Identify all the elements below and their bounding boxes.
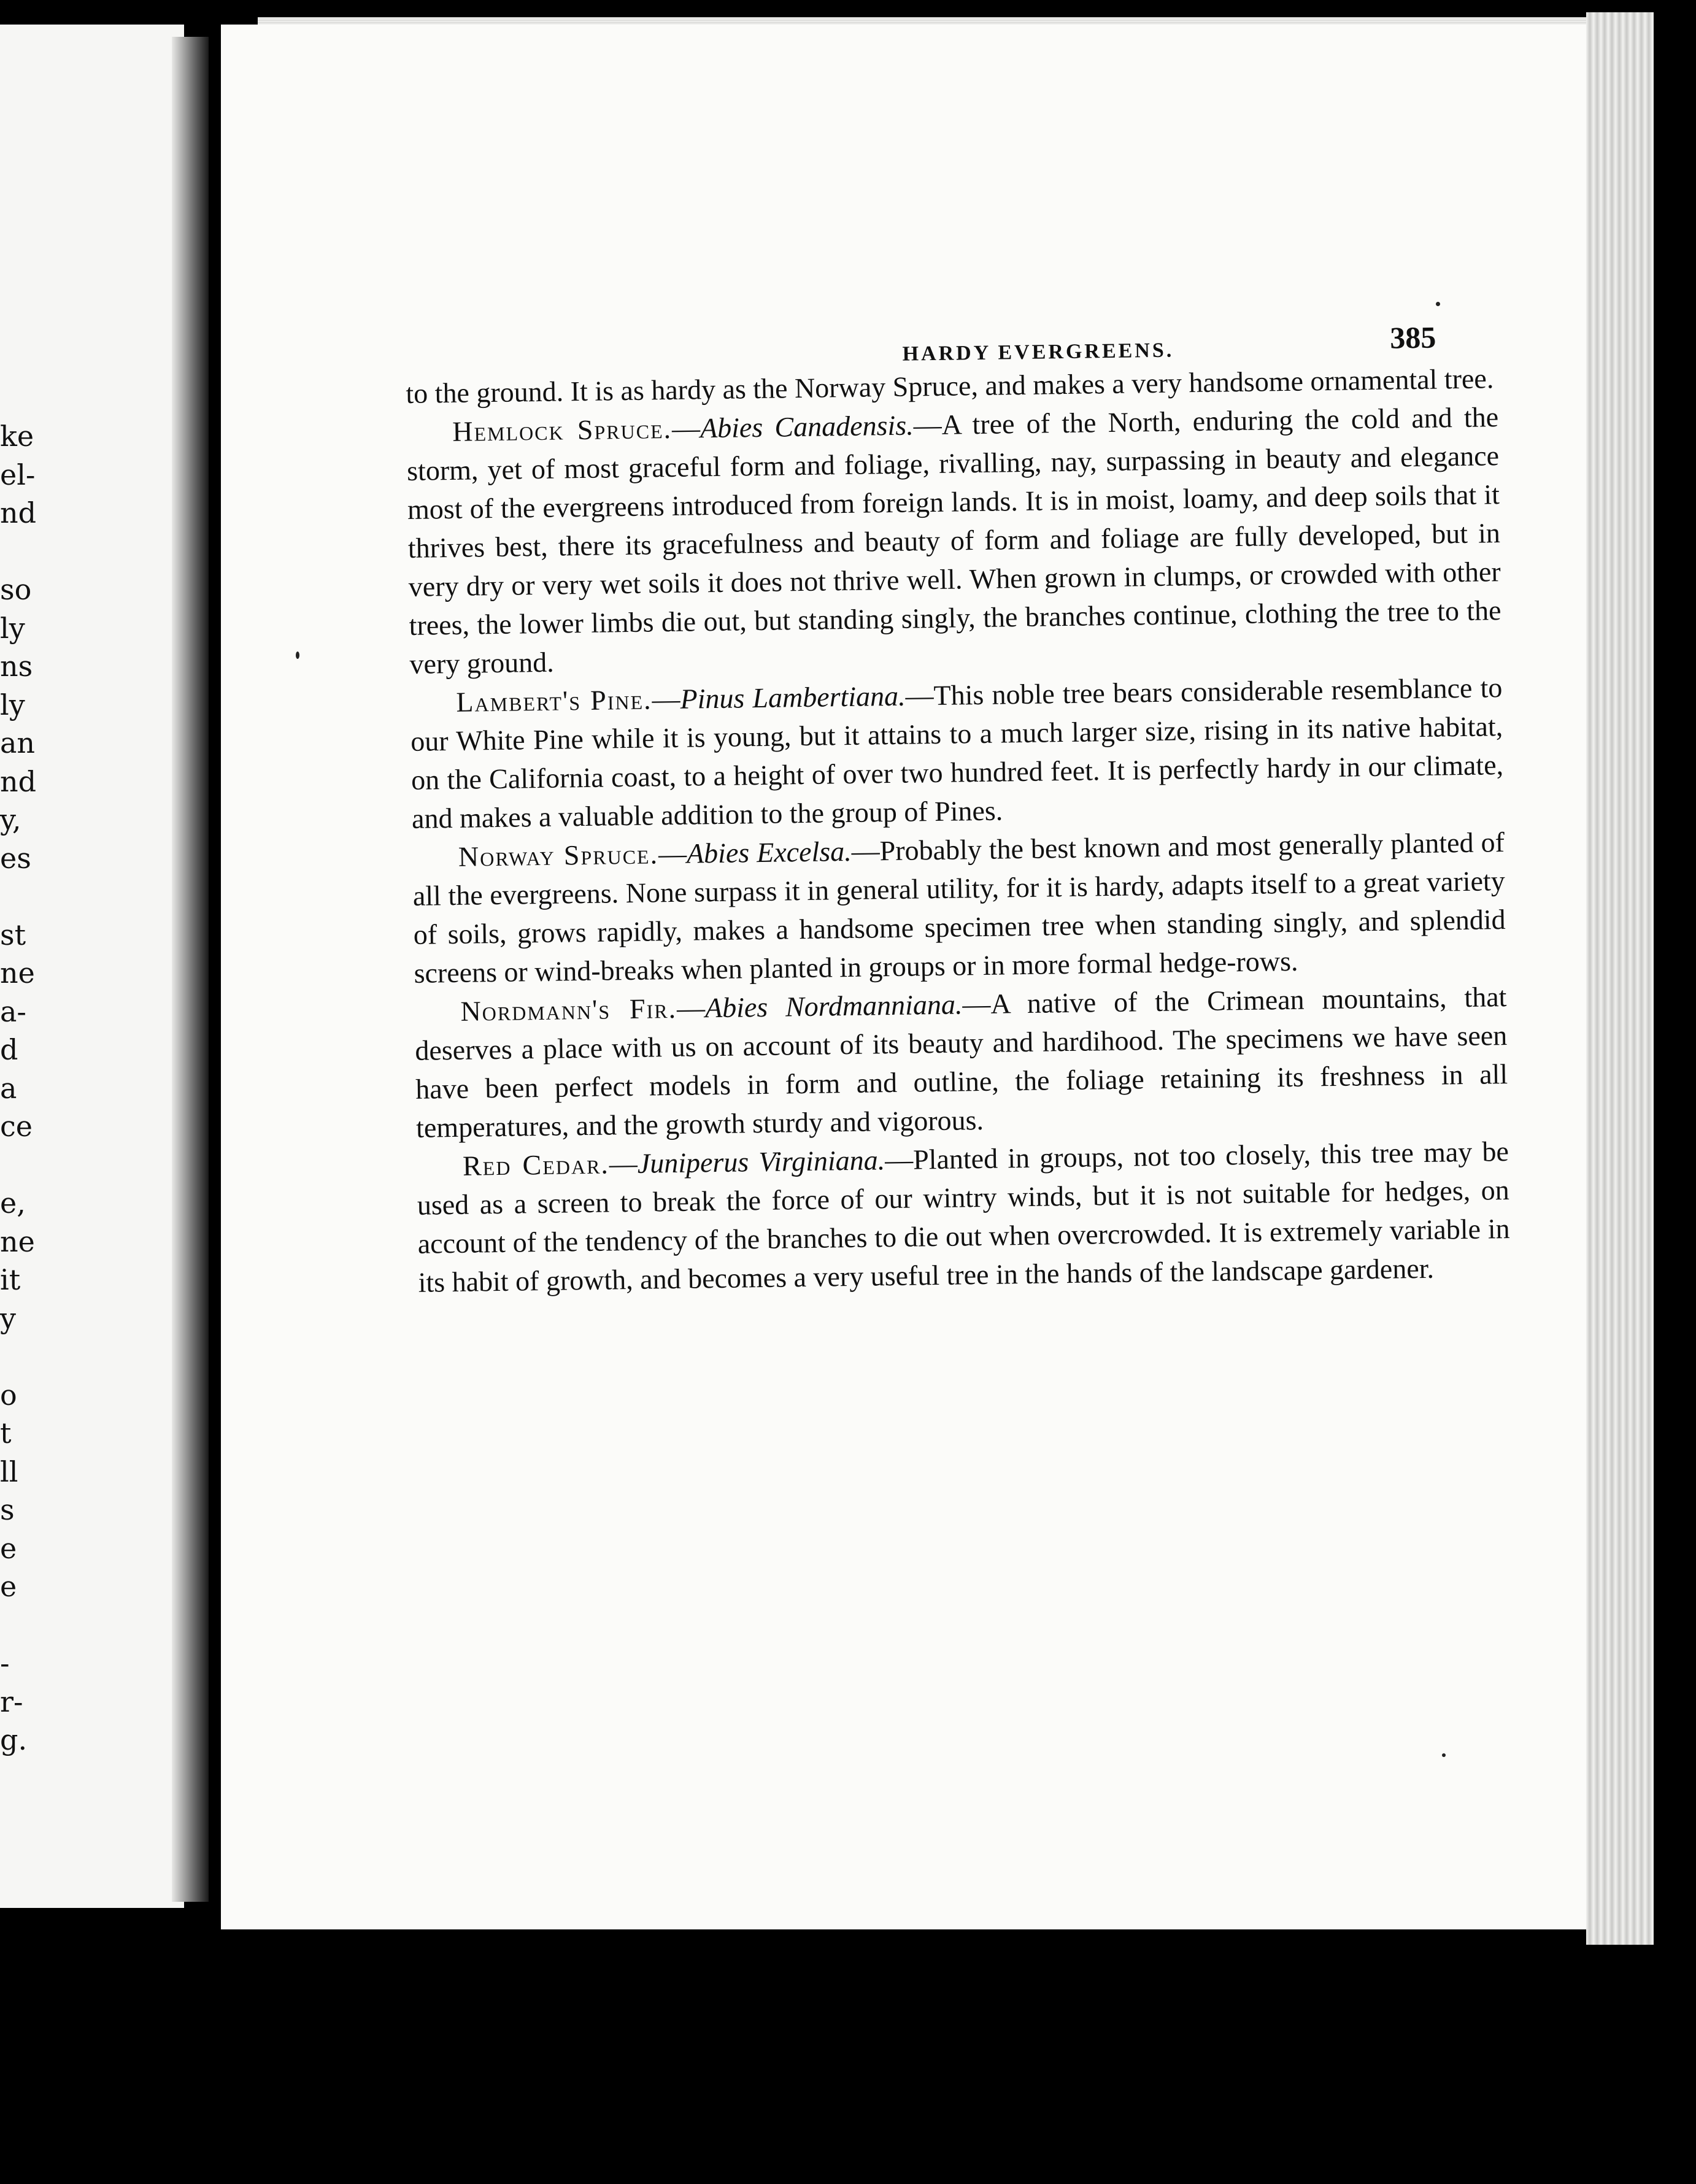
left-page-fragment: it <box>0 1263 21 1296</box>
left-page-fragment: t <box>0 1417 12 1450</box>
page-stack-edge <box>1586 12 1654 1945</box>
paragraph-hemlock-spruce: Hemlock Spruce.—Abies Canadensis.—A tree of the North, enduring the cold and the storm, yet of most graceful form and foliage, rivalling, nay, surpassing in beauty and elegance most of the evergreens introduced from foreign lands. It is in moist, loamy, and deep soils that it thrives best, there its gracefulness and beauty of form and foliage are fully developed, but in very dry or very wet soils it does not thrive well. When grown in clumps, or crowded with other trees, the lower limbs die out, but standing singly, the branches continue, clothing the tree to the very ground. <box>406 401 1501 680</box>
left-page-fragment: ly <box>0 611 25 645</box>
paragraph-text: to the ground. It is as hardy as the Norway Spruce, and makes a very handsome ornamental tree. <box>406 363 1494 409</box>
left-page-fragment: ke <box>0 420 34 453</box>
left-page-fragment <box>0 877 37 916</box>
left-page-fragment: nd <box>0 764 37 798</box>
entry-latin-name: Abies Excelsa. <box>686 835 852 869</box>
left-page-fragment: r- <box>0 1685 23 1718</box>
entry-text: This noble tree bears considerable resemblance to our White Pine while it is young, but it attains to a much larger size, rising in its native habitat, on the California coast, to a height of over two hundred feet. It is perfectly hardy in our climate, and makes a valuable addition to the group of Pines. <box>410 672 1504 834</box>
page-number: 385 <box>1389 320 1436 355</box>
paragraph-red-cedar: Red Cedar.—Juniperus Virginiana.—Planted in groups, not too closely, this tree may be used as a screen to break the force of our wintry winds, but it is not suitable for hedges, on account of the tendency of the branches to die out when overcrowded. It is extremely variable in its habit of growth, and becomes a very useful tree in the hands of the landscape gardener. <box>417 1136 1510 1298</box>
left-page-fragment: ll <box>0 1455 18 1488</box>
left-page-fragment <box>0 1337 37 1376</box>
right-page <box>221 25 1586 1929</box>
left-page-fragment <box>0 1146 37 1185</box>
entry-heading: Norway Spruce. <box>458 838 659 872</box>
entry-heading: Nordmann's Fir. <box>460 992 677 1027</box>
entry-heading: Lambert's Pine. <box>456 683 652 718</box>
left-facing-page <box>0 25 184 1908</box>
left-page-fragment: - <box>0 1647 10 1680</box>
paragraph-lamberts-pine: Lambert's Pine.—Pinus Lambertiana.—This noble tree bears considerable resemblance to our White Pine while it is young, but it attains to a much larger size, rising in its native habitat, on the California coast, to a height of over two hundred feet. It is perfectly hardy in our climate, and makes a valuable addition to the group of Pines. <box>410 672 1504 834</box>
entry-heading: Red Cedar. <box>462 1148 610 1182</box>
left-page-fragment: ne <box>0 1225 35 1258</box>
entry-heading: Hemlock Spruce. <box>452 412 673 447</box>
book-gutter-shadow <box>172 37 209 1902</box>
left-page-fragment: e <box>0 1570 17 1603</box>
left-page-fragment: d <box>0 1033 18 1066</box>
ink-speck <box>1442 1753 1446 1757</box>
left-page-fragment: so <box>0 573 32 606</box>
entry-text: A native of the Crimean mountains, that deserves a place with us on account of its beauty and hardihood. The specimens we have seen have been perfect models in form and outline, the foliage retaining its freshness in all temperatures, and the growth sturdy and vigorous. <box>415 981 1508 1144</box>
entry-text: Probably the best known and most generally planted of all the evergreens. None surpass it in general utility, for it is hardy, adapts itself to a great variety of soils, grows rapidly, makes a handsome specimen tree when standing singly, and splendid screens or wind-breaks when planted in groups or in more formal hedge-rows. <box>412 826 1506 989</box>
paragraph-nordmanns-fir: Nordmann's Fir.—Abies Nordmanniana.—A native of the Crimean mountains, that deserves a place with us on account of its beauty and hardihood. The specimens we have seen have been perfect models in form and outline, the foliage retaining its freshness in all temperatures, and the growth sturdy and vigorous. <box>415 981 1508 1144</box>
ink-speck <box>296 652 299 659</box>
left-page-fragment: s <box>0 1493 15 1526</box>
left-page-fragment: ly <box>0 688 25 721</box>
left-page-fragment: nd <box>0 496 37 529</box>
left-page-fragment: a- <box>0 994 26 1028</box>
left-page-fragment: el- <box>0 458 36 491</box>
left-page-fragment: y, <box>0 803 21 836</box>
left-page-fragment: o <box>0 1378 17 1412</box>
paragraph-norway-spruce: Norway Spruce.—Abies Excelsa.—Probably the best known and most generally planted of all the evergreens. None surpass it in general utility, for it is hardy, adapts itself to a great variety of soils, grows rapidly, makes a handsome specimen tree when standing singly, and splendid screens or wind-breaks when planted in groups or in more formal hedge-rows. <box>412 826 1506 989</box>
entry-text: Planted in groups, not too closely, this tree may be used as a screen to break the force of our wintry winds, but it is not suitable for hedges, on account of the tendency of the branches to die out when overcrowded. It is extremely variable in its habit of growth, and becomes a very useful tree in the hands of the landscape gardener. <box>417 1136 1510 1298</box>
left-page-fragment: st <box>0 918 26 952</box>
entry-latin-name: Pinus Lambertiana. <box>680 680 906 715</box>
left-page-fragment: ns <box>0 650 33 683</box>
left-page-fragment <box>0 1606 37 1645</box>
left-page-fragment: e <box>0 1531 17 1565</box>
left-page-text-fragments <box>0 417 37 1759</box>
ink-speck <box>1436 302 1440 306</box>
entry-latin-name: Abies Canadensis. <box>700 409 914 444</box>
left-page-fragment: a <box>0 1071 17 1105</box>
left-page-fragment: g. <box>0 1723 28 1756</box>
left-page-fragment <box>0 533 37 571</box>
entry-latin-name: Abies Nordmanniana. <box>704 988 963 1024</box>
running-head-title: HARDY EVERGREENS. <box>902 339 1174 366</box>
left-page-fragment: y <box>0 1301 16 1335</box>
left-page-fragment: an <box>0 726 36 759</box>
left-page-fragment: ne <box>0 956 35 990</box>
entry-latin-name: Juniperus Virginiana. <box>637 1144 885 1179</box>
entry-text: A tree of the North, enduring the cold and the storm, yet of most graceful form and foliage, rivalling, nay, surpassing in beauty and elegance most of the evergreens introduced from foreign lands. It is in moist, loamy, and deep soils that it thrives best, there its gracefulness and beauty of form and foliage are fully developed, but in very dry or very wet soils it does not thrive well. When grown in clumps, or crowded with other trees, the lower limbs die out, but standing singly, the branches continue, clothing the tree to the very ground. <box>406 401 1501 680</box>
left-page-fragment: ce <box>0 1110 33 1143</box>
left-page-fragment: es <box>0 841 31 875</box>
left-page-fragment: e, <box>0 1186 26 1220</box>
page-content <box>405 316 1511 1302</box>
